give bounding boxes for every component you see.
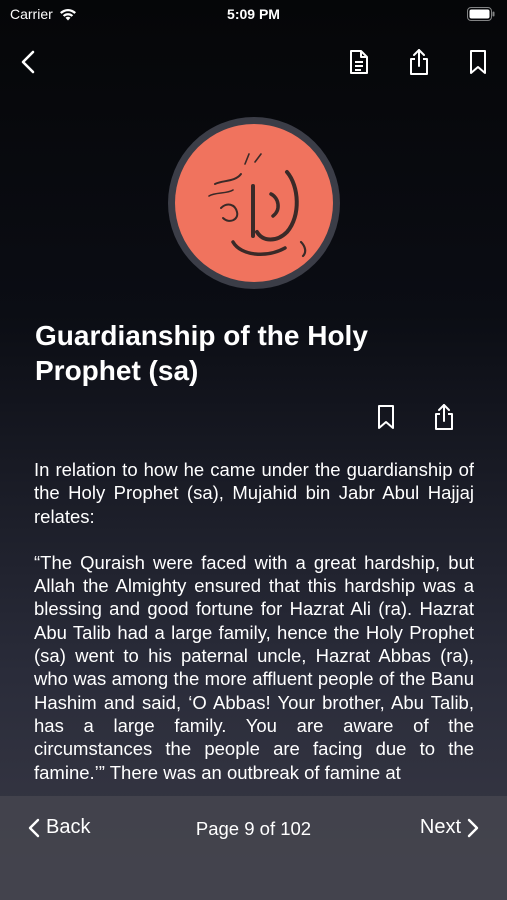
- battery-icon: [467, 7, 495, 24]
- bookmark-button[interactable]: [460, 44, 496, 80]
- article-share-button[interactable]: [428, 400, 460, 434]
- status-bar: [0, 0, 507, 30]
- pagination-bar: [0, 796, 507, 900]
- article-bookmark-button[interactable]: [370, 400, 402, 434]
- calligraphy-logo: [168, 117, 340, 289]
- previous-page-label: Back: [46, 816, 91, 838]
- back-nav-button[interactable]: [10, 44, 46, 80]
- article-paragraph: “The Quraish were faced with a great hardship, but Allah the Almighty ensured that this hardship was a blessing and good fortune for Hazrat Ali (ra). Hazrat Abu Talib had a large family, hence the Holy Prophet (sa) went to his paternal uncle, Hazrat Abbas (ra), who was among the more affluent people of the Banu Hashim and said, ‘O Abbas! Your brother, Abu Talib, has a large family. You are aware of the circumstances the people are facing due to the famine.’” There was an outbreak of famine at: [34, 551, 474, 783]
- calligraphy-emblem: [175, 124, 333, 282]
- article-body[interactable]: [34, 458, 474, 798]
- bookmark-icon: [468, 49, 488, 75]
- next-page-button[interactable]: [420, 816, 479, 839]
- page-indicator: Page 9 of 102: [195, 818, 312, 839]
- next-page-label: Next: [419, 816, 461, 838]
- share-button[interactable]: [401, 44, 437, 80]
- carrier-label: Carrier: [10, 6, 53, 22]
- clock: 5:09 PM: [227, 6, 280, 22]
- document-button[interactable]: [341, 44, 377, 80]
- chevron-right-icon: [467, 818, 479, 838]
- share-icon: [408, 48, 430, 76]
- bookmark-icon: [376, 404, 396, 430]
- share-icon: [433, 403, 455, 431]
- nav-bar: [0, 40, 507, 84]
- article-title: Guardianship of the Holy Prophet (sa): [35, 320, 368, 386]
- document-icon: [348, 49, 370, 75]
- article-actions: [0, 400, 507, 436]
- article-paragraph: In relation to how he came under the guardianship of the Holy Prophet (sa), Mujahid bin Jabr Abul Hajjaj relates:: [34, 459, 474, 527]
- chevron-left-icon: [21, 50, 35, 74]
